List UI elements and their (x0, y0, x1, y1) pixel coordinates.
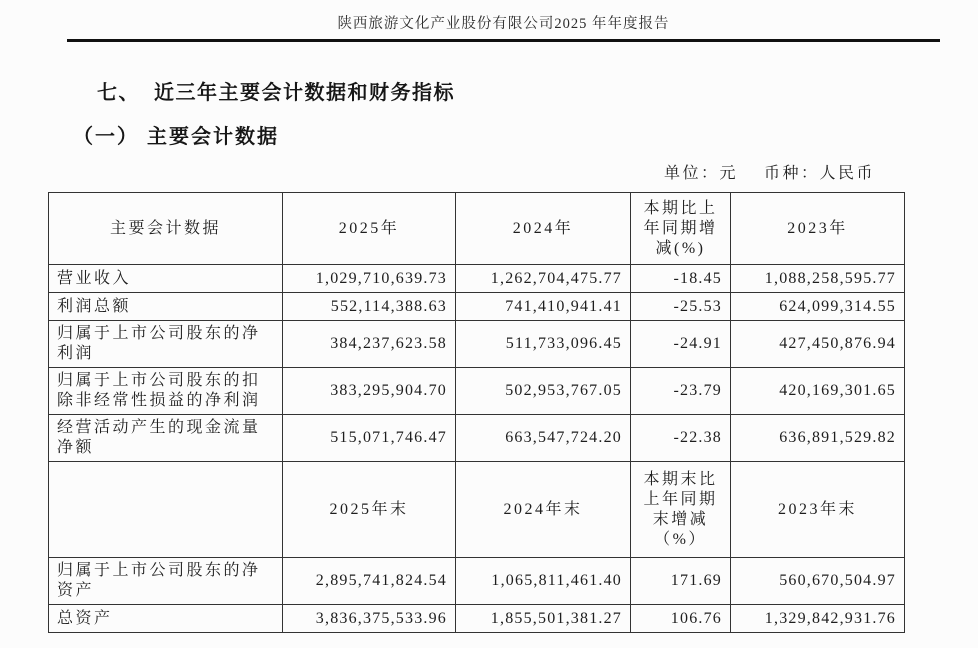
table-row (49, 605, 905, 633)
report-title: 陕西旅游文化产业股份有限公司2025 年年度报告 (337, 16, 670, 32)
currency-label: 币种：人民币 (763, 165, 875, 182)
table-cell: -24.91 (631, 321, 731, 368)
table-cell: 552,114,388.63 (283, 293, 456, 321)
table-cell: 1,329,842,931.76 (731, 605, 905, 633)
table-cell: 502,953,767.05 (456, 368, 631, 415)
table-row (49, 321, 905, 368)
table-cell: 384,237,623.58 (283, 321, 456, 368)
table-cell: 636,891,529.82 (731, 415, 905, 462)
table-cell: 624,099,314.55 (731, 293, 905, 321)
table-cell: 1,855,501,381.27 (456, 605, 631, 633)
table-cell: 383,295,904.70 (283, 368, 456, 415)
table-cell: 427,450,876.94 (731, 321, 905, 368)
table-cell: 560,670,504.97 (731, 558, 905, 605)
table-cell: 1,262,704,475.77 (456, 265, 631, 293)
table-cell: 511,733,096.45 (456, 321, 631, 368)
title-divider (67, 39, 940, 42)
table-cell: 171.69 (631, 558, 731, 605)
units-line (664, 160, 875, 183)
section-number: 七、 (97, 82, 140, 104)
table-cell: 515,071,746.47 (283, 415, 456, 462)
subsection-title: 主要会计数据 (147, 126, 279, 148)
table-cell: 1,088,258,595.77 (731, 265, 905, 293)
table-row (49, 558, 905, 605)
table-header-cell: 本期末比上年同期末增减（%） (631, 462, 731, 558)
table-row (49, 415, 905, 462)
table-cell: 1,065,811,461.40 (456, 558, 631, 605)
table-header-cell: 本期比上年同期增减(%) (631, 193, 731, 265)
table-header-cell: 2024年末 (456, 462, 631, 558)
subsection-heading (73, 120, 279, 149)
table-header-row (49, 462, 905, 558)
unit-label: 单位：元 (663, 165, 738, 182)
table-cell: -23.79 (631, 368, 731, 415)
subsection-number: （一） (73, 126, 139, 148)
accounting-data-table (48, 192, 905, 633)
section-title: 近三年主要会计数据和财务指标 (154, 82, 455, 104)
row-label: 归属于上市公司股东的净资产 (49, 558, 283, 605)
table-cell: 106.76 (631, 605, 731, 633)
row-label: 利润总额 (49, 293, 283, 321)
table-cell: 663,547,724.20 (456, 415, 631, 462)
row-label: 归属于上市公司股东的扣除非经常性损益的净利润 (49, 368, 283, 415)
table-header-cell: 主要会计数据 (49, 193, 283, 265)
table-header-cell: 2025年 (283, 193, 456, 265)
row-label: 归属于上市公司股东的净利润 (49, 321, 283, 368)
table-header-cell: 2023年 (731, 193, 905, 265)
table-row (49, 265, 905, 293)
table-header-cell: 2023年末 (731, 462, 905, 558)
table-cell: 420,169,301.65 (731, 368, 905, 415)
table-cell: -18.45 (631, 265, 731, 293)
section-heading (97, 76, 455, 105)
row-label: 经营活动产生的现金流量净额 (49, 415, 283, 462)
table-row (49, 368, 905, 415)
table-cell: -25.53 (631, 293, 731, 321)
table-header-cell (49, 462, 283, 558)
table-header-cell: 2024年 (456, 193, 631, 265)
row-label: 营业收入 (49, 265, 283, 293)
table-header-cell: 2025年末 (283, 462, 456, 558)
table-cell: 3,836,375,533.96 (283, 605, 456, 633)
table-header-row (49, 193, 905, 265)
row-label: 总资产 (49, 605, 283, 633)
table-row (49, 293, 905, 321)
table-cell: -22.38 (631, 415, 731, 462)
table-cell: 1,029,710,639.73 (283, 265, 456, 293)
table-cell: 2,895,741,824.54 (283, 558, 456, 605)
table-cell: 741,410,941.41 (456, 293, 631, 321)
